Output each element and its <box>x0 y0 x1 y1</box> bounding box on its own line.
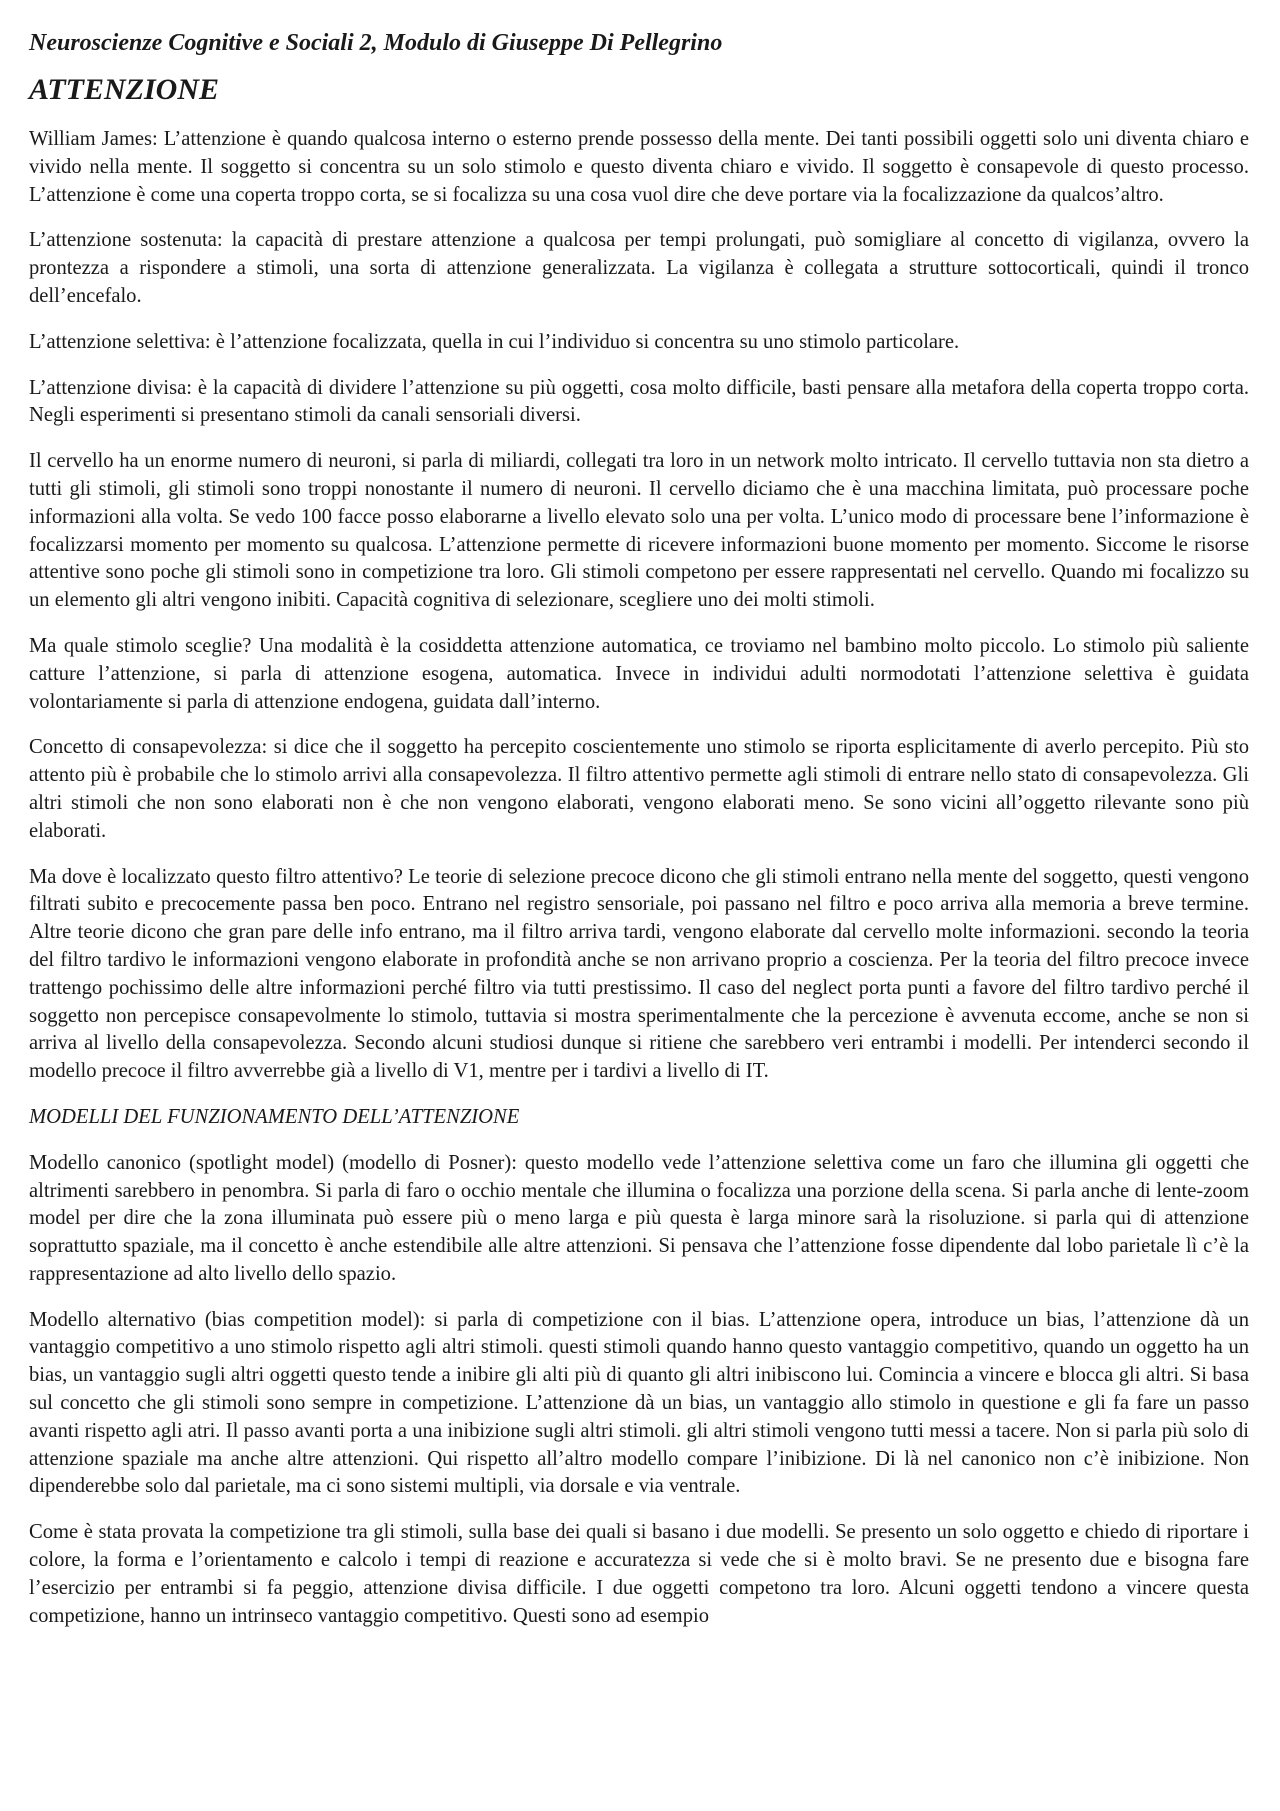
paragraph-attenzione-selettiva: L’attenzione selettiva: è l’attenzione focalizzata, quella in cui l’individuo si concentra su uno stimolo particolare. <box>29 330 960 353</box>
paragraph-william-james: William James: L’attenzione è quando qualcosa interno o esterno prende possesso della mente. Dei tanti possibili oggetti solo uni diventa chiaro e vivido nella mente. Il soggetto si concentra su un solo stimolo e questo diventa chiaro e vivido. Il soggetto è consapevole di questo processo. L’attenzione è come una coperta troppo corta, se si focalizza su una cosa vuol dire che deve portare via la focalizzazione da qualcos’altro. <box>29 128 1249 206</box>
paragraph-filtro-attentivo: Ma dove è localizzato questo filtro attentivo? Le teorie di selezione precoce dicono che gli stimoli entrano nella mente del soggetto, questi vengono filtrati subito e precocemente passa ben poco. Entrano nel registro sensoriale, poi passano nel filtro e poco arriva alla memoria a breve termine. Altre teorie dicono che gran pare delle info entrano, ma il filtro arriva tardi, vengono elaborate dal cervello molte informazioni. secondo la teoria del filtro tardivo le informazioni vengono elaborate in profondità anche se non arrivano proprio a coscienza. Per la teoria del filtro precoce invece trattengo pochissimo delle altre informazioni perché filtro via tutti prestissimo. Il caso del neglect porta punti a favore del filtro tardivo perché il soggetto non percepisce consapevolmente lo stimolo, tuttavia si mostra sperimentalmente che la percezione è avvenuta eccome, anche se non si arriva al livello della consapevolezza. Secondo alcuni studiosi dunque si ritiene che sarebbero veri entrambi i modelli. Per intenderci secondo il modello precoce il filtro avverrebbe già a livello di V1, mentre per i tardivi a livello di IT. <box>29 865 1249 1083</box>
document-page <box>29 28 1249 1648</box>
paragraph-competizione-stimoli: Come è stata provata la competizione tra gli stimoli, sulla base dei quali si basano i due modelli. Se presento un solo oggetto e chiedo di riportare i colore, la forma e l’orientamento e calcolo i tempi di reazione e accuratezza si vede che si è molto bravi. Se ne presento due e bisogna fare l’esercizio per entrambi si fa peggio, attenzione divisa difficile. I due oggetti competono tra loro. Alcuni oggetti tendono a vincere questa competizione, hanno un intrinseco vantaggio competitivo. Questi sono ad esempio <box>29 1521 1249 1627</box>
paragraph-attenzione-sostenuta: L’attenzione sostenuta: la capacità di prestare attenzione a qualcosa per tempi prolungati, può somigliare al concetto di vigilanza, ovvero la prontezza a rispondere a stimoli, una sorta di attenzione generalizzata. La vigilanza è collegata a strutture sottocorticali, quindi il tronco dell’encefalo. <box>29 229 1249 307</box>
paragraph-cervello: Il cervello ha un enorme numero di neuroni, si parla di miliardi, collegati tra loro in un network molto intricato. Il cervello tuttavia non sta dietro a tutti gli stimoli, gli stimoli sono troppi nonostante il numero di neuroni. Il cervello diciamo che è una macchina limitata, può processare poche informazioni alla volta. Se vedo 100 facce posso elaborarne a livello elevato solo una per volta. L’unico modo di processare bene l’informazione è focalizzarsi momento per momento su qualcosa. L’attenzione permette di ricevere informazioni buone momento per momento. Siccome le risorse attentive sono poche gli stimoli sono in competizione tra loro. Gli stimoli competono per essere rappresentati nel cervello. Quando mi focalizzo su un elemento gli altri vengono inibiti. Capacità cognitiva di selezionare, scegliere uno dei molti stimoli. <box>29 450 1249 612</box>
paragraph-attenzione-divisa: L’attenzione divisa: è la capacità di dividere l’attenzione su più oggetti, cosa molto difficile, basti pensare alla metafora della coperta troppo corta. Negli esperimenti si presentano stimoli da canali sensoriali diversi. <box>29 376 1249 427</box>
paragraph-stimolo-scelto: Ma quale stimolo sceglie? Una modalità è la cosiddetta attenzione automatica, ce troviamo nel bambino molto piccolo. Lo stimolo più saliente catture l’attenzione, si parla di attenzione esogena, automatica. Invece in individui adulti normodotati l’attenzione selettiva è guidata volontariamente si parla di attenzione endogena, guidata dall’interno. <box>29 634 1249 713</box>
paragraph-modello-alternativo: Modello alternativo (bias competition model): si parla di competizione con il bias. L’attenzione opera, introduce un bias, l’attenzione dà un vantaggio competitivo a uno stimolo rispetto agli altri stimoli. questi stimoli quando hanno questo vantaggio competitivo, quando un oggetto ha un bias, un vantaggio sugli altri oggetti questo tende a inibire gli alti più di quanto gli altri inibiscono lui. Comincia a vincere e blocca gli altri. Si basa sul concetto che gli stimoli sono sempre in competizione. L’attenzione dà un bias, un vantaggio allo stimolo in questione e gli fa fare un passo avanti rispetto agli atri. Il passo avanti porta a una inibizione sugli altri stimoli. gli altri stimoli vengono tutti messi a tacere. Non si parla più solo di attenzione spaziale ma anche altre attenzioni. Qui rispetto all’altro modello compare l’inibizione. Di là nel canonico non c’è inibizione. Non dipenderebbe solo dal parietale, ma ci sono sistemi multipli, via dorsale e via ventrale. <box>29 1308 1249 1498</box>
paragraph-consapevolezza: Concetto di consapevolezza: si dice che il soggetto ha percepito coscientemente uno stimolo se riporta esplicitamente di averlo percepito. Più sto attento più è probabile che lo stimolo arrivi alla consapevolezza. Il filtro attentivo permette agli stimoli di entrare nello stato di consapevolezza. Gli altri stimoli che non sono elaborati non è che non vengono elaborati, vengono elaborati meno. Se sono vicini all’oggetto rilevante sono più elaborati. <box>29 736 1249 842</box>
course-header: Neuroscienze Cognitive e Sociali 2, Modulo di Giuseppe Di Pellegrino <box>29 30 723 56</box>
section-heading-modelli: MODELLI DEL FUNZIONAMENTO DELL’ATTENZIONE <box>29 1105 520 1128</box>
document-title: ATTENZIONE <box>29 73 220 106</box>
paragraph-modello-canonico: Modello canonico (spotlight model) (modello di Posner): questo modello vede l’attenzione selettiva come un faro che illumina gli oggetti che altrimenti sarebbero in penombra. Si parla di faro o occhio mentale che illumina o focalizza una porzione della scena. Si parla anche di lente-zoom model per dire che la zona illuminata può essere più o meno larga e più questa è larga minore sarà la risoluzione. si parla qui di attenzione soprattutto spaziale, ma il concetto è anche estendibile alle altre attenzioni. Si pensava che l’attenzione fosse dipendente dal lobo parietale lì c’è la rappresentazione ad alto livello dello spazio. <box>29 1151 1249 1285</box>
